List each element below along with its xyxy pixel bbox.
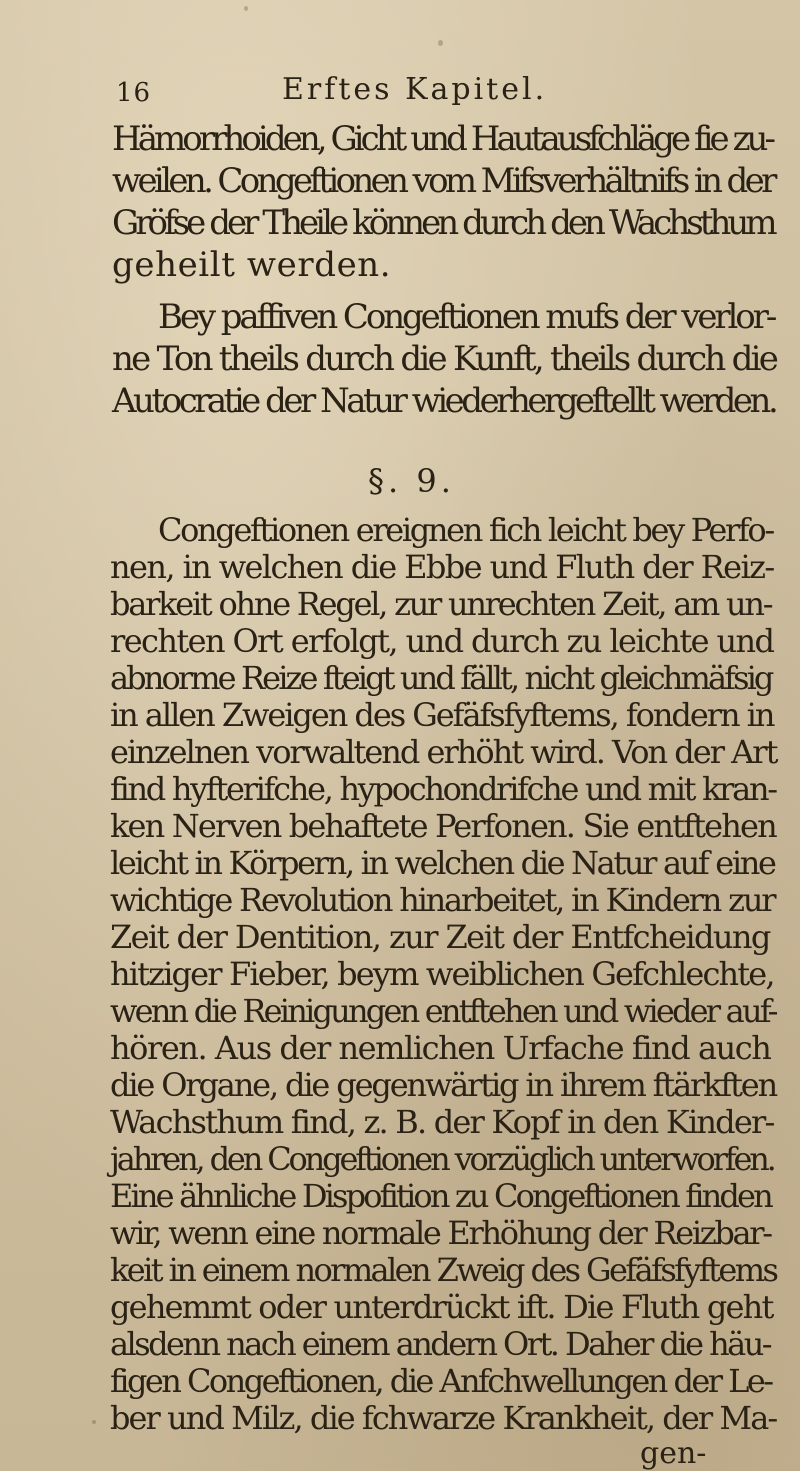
text-line: weilen. Congeftionen vom Mifsverhältnifs in der <box>112 161 774 201</box>
text-line: wenn die Reinigungen entftehen und wieder auf- <box>110 992 776 1030</box>
text-line: nen, in welchen die Ebbe und Fluth der Reiz- <box>110 548 774 586</box>
text-line: hitziger Fieber, beym weiblichen Gefchlechte, <box>110 955 774 993</box>
text-line: ne Ton theils durch die Kunft, theils durch die <box>112 339 777 379</box>
text-line: hören. Aus der nemlichen Urfache find auch <box>110 1029 771 1067</box>
catchword: gen- <box>640 1436 707 1471</box>
text-line: figen Congeftionen, die Anfchwellungen der Le- <box>110 1362 772 1400</box>
text-line: find hyfterifche, hypochondrifche und mit kran- <box>110 770 776 808</box>
text-line: wir, wenn eine normale Erhöhung der Reizbar- <box>110 1214 771 1252</box>
text-line: geheilt werden. <box>112 245 392 285</box>
text-line: keit in einem normalen Zweig des Gefäfsfyftems <box>110 1251 777 1289</box>
text-line: wichtige Revolution hinarbeitet, in Kindern zur <box>110 881 775 919</box>
text-line: jahren, den Congeftionen vorzüglich unterworfen. <box>110 1140 774 1178</box>
text-line: leicht in Körpern, in welchen die Natur auf eine <box>110 844 775 882</box>
section-heading: §. 9. <box>368 462 455 500</box>
text-line: ber und Milz, die fchwarze Krankheit, der Ma- <box>110 1399 777 1437</box>
text-line: gehemmt oder unterdrückt ift. Die Fluth geht <box>110 1288 773 1326</box>
text-line: barkeit ohne Regel, zur unrechten Zeit, am un- <box>110 585 772 623</box>
text-line: ken Nerven behaftete Perfonen. Sie entftehen <box>110 807 776 845</box>
text-line: alsdenn nach einem andern Ort. Daher die häu- <box>110 1325 771 1363</box>
running-title: Erftes Kapitel. <box>282 72 548 107</box>
text-line: Wachsthum find, z. B. der Kopf in den Kinder- <box>110 1103 774 1141</box>
text-line: einzelnen vorwaltend erhöht wird. Von der Art <box>110 733 777 771</box>
text-line: Gröfse der Theile können durch den Wachsthum <box>112 203 774 243</box>
text-line: Eine ähnliche Dispofition zu Congeftionen finden <box>110 1177 771 1215</box>
text-line: Congeftionen ereignen fich leicht bey Perfo- <box>158 511 773 549</box>
text-line: Zeit der Dentition, zur Zeit der Entfcheidung <box>110 918 770 956</box>
text-line: abnorme Reize fteigt und fällt, nicht gleichmäfsig <box>110 659 772 697</box>
text-line: Bey paffiven Congeftionen mufs der verlor- <box>158 297 775 337</box>
text-line: in allen Zweigen des Gefäfsfyftems, fondern in <box>110 696 774 734</box>
page-number: 16 <box>116 78 152 108</box>
text-line: rechten Ort erfolgt, und durch zu leichte und <box>110 622 774 660</box>
text-line: Autocratie der Natur wiederhergeftellt werden. <box>112 381 776 421</box>
text-line: die Organe, die gegenwärtig in ihrem ftärkften <box>110 1066 777 1104</box>
text-line: Hämorrhoiden, Gicht und Hautausfchläge fie zu- <box>112 119 773 159</box>
